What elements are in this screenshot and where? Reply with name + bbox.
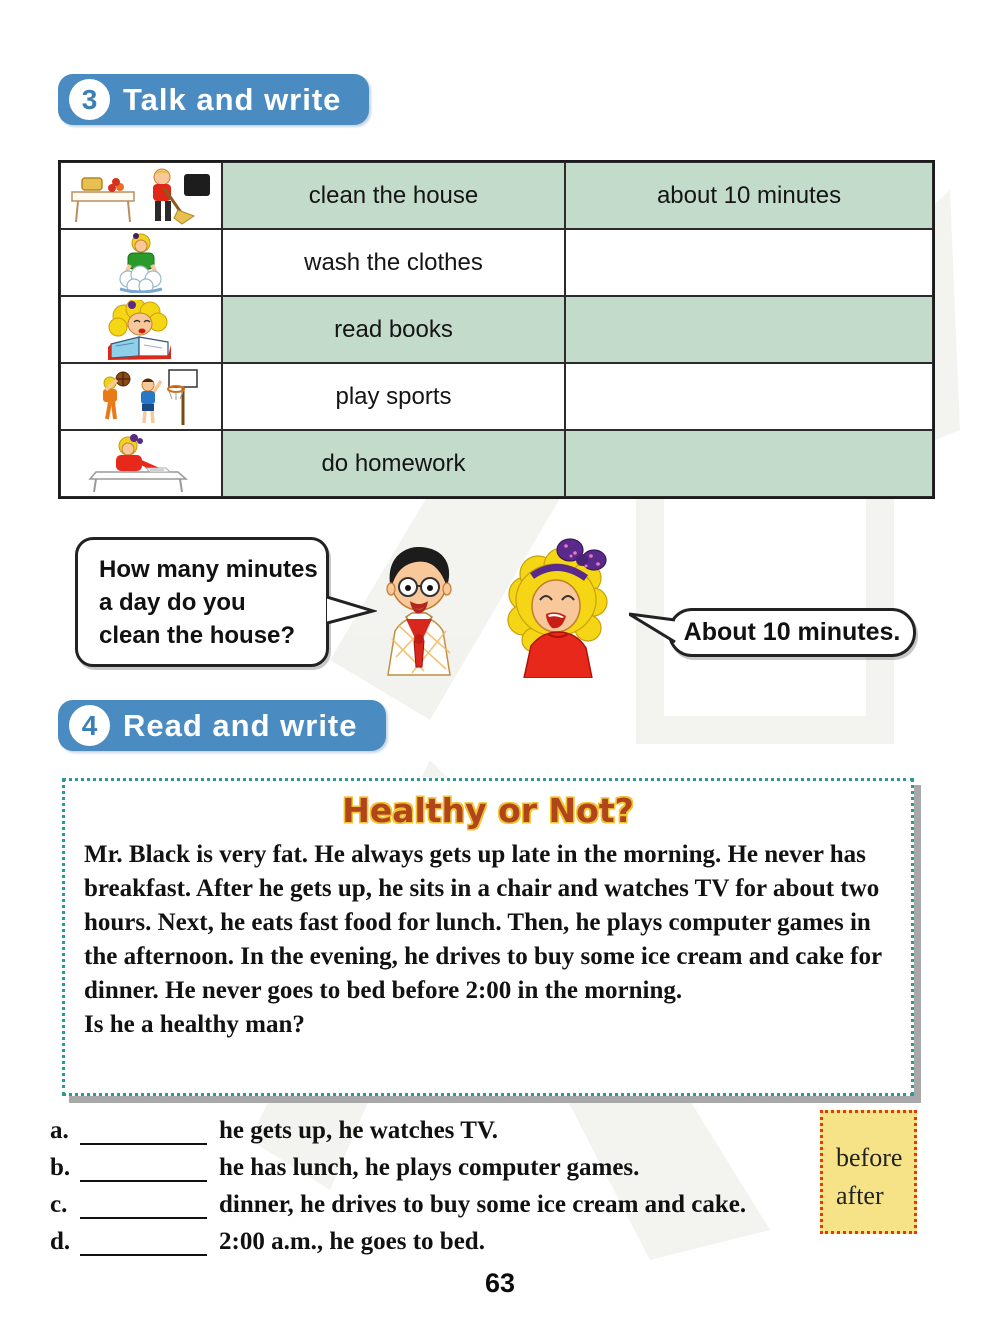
- reading-paragraph: Mr. Black is very fat. He always gets up late in the morning. He never has breakfast. After he gets up, he sits in a chair and watches TV for about two hours. Next, he eats fast food for lunch. Then, he plays computer games in the afternoon. In the evening, he drives to buy some ice cream and cake for dinner. He never goes to bed before 2:00 in the morning.: [84, 841, 882, 1004]
- exercise-text: he gets up, he watches TV.: [219, 1117, 498, 1144]
- word-bank-item: before: [836, 1143, 903, 1172]
- woman-cleaning-house-image: [66, 166, 216, 226]
- time-cell: [565, 229, 933, 296]
- answer-blank: [80, 1234, 207, 1256]
- children-playing-basketball-image: [66, 367, 216, 427]
- exercise-row: [50, 1145, 746, 1182]
- word-bank-item: after: [836, 1181, 884, 1210]
- section4-header: [58, 700, 386, 751]
- section3-header: [58, 74, 369, 125]
- answer-blank: [80, 1197, 207, 1219]
- exercise-text: dinner, he drives to buy some ice cream and cake.: [219, 1191, 747, 1218]
- activity-cell: wash the clothes: [222, 229, 565, 296]
- answer-bubble-tail: [629, 612, 677, 650]
- reading-passage-box: [62, 778, 914, 1096]
- table-row: [60, 296, 933, 363]
- fill-in-exercises: [50, 1108, 746, 1256]
- time-cell: [565, 430, 933, 497]
- girl-washing-clothes-image: [66, 233, 216, 293]
- activity-cell: read books: [222, 296, 565, 363]
- question-line: a day do you: [99, 589, 246, 616]
- exercise-label: b.: [50, 1154, 71, 1181]
- time-cell: [565, 296, 933, 363]
- section4-title: Read and write: [123, 707, 358, 743]
- section4-number-badge: 4: [69, 705, 110, 746]
- girl-doing-homework-image: [66, 434, 216, 494]
- activity-image-cell: [60, 162, 222, 229]
- time-cell: [565, 363, 933, 430]
- activity-cell: clean the house: [222, 162, 565, 229]
- question-bubble-tail: [327, 590, 377, 630]
- answer-blank: [80, 1123, 207, 1145]
- exercise-row: [50, 1108, 746, 1145]
- section3-title: Talk and write: [123, 81, 342, 117]
- section3-number-badge: 3: [69, 79, 110, 120]
- question-line: clean the house?: [99, 622, 296, 649]
- exercise-text: 2:00 a.m., he goes to bed.: [219, 1228, 485, 1255]
- exercise-label: a.: [50, 1117, 69, 1144]
- activity-image-cell: [60, 229, 222, 296]
- exercise-text: he has lunch, he plays computer games.: [219, 1154, 640, 1181]
- exercise-label: d.: [50, 1228, 71, 1255]
- activity-image-cell: [60, 430, 222, 497]
- question-speech-bubble: [75, 537, 329, 667]
- time-cell: about 10 minutes: [565, 162, 933, 229]
- word-bank: [820, 1110, 917, 1234]
- table-row: [60, 430, 933, 497]
- girl-character: [496, 536, 616, 678]
- table-row: [60, 229, 933, 296]
- page-number: 63: [484, 1268, 516, 1298]
- question-line: How many minutes: [99, 556, 318, 583]
- girl-reading-book-image: [66, 300, 216, 360]
- table-row: [60, 363, 933, 430]
- table-row: [60, 162, 933, 229]
- exercise-label: c.: [50, 1191, 68, 1218]
- exercise-row: [50, 1219, 746, 1256]
- activity-cell: play sports: [222, 363, 565, 430]
- reading-title: Healthy or Not?: [342, 791, 634, 830]
- answer-text: About 10 minutes.: [683, 618, 901, 646]
- activity-cell: do homework: [222, 430, 565, 497]
- reading-closing-question: Is he a healthy man?: [84, 1011, 305, 1038]
- activity-image-cell: [60, 296, 222, 363]
- boy-character: [368, 543, 470, 681]
- answer-speech-bubble: [668, 608, 916, 657]
- answer-blank: [80, 1160, 207, 1182]
- exercise-row: [50, 1182, 746, 1219]
- activities-table: [58, 160, 935, 499]
- activity-image-cell: [60, 363, 222, 430]
